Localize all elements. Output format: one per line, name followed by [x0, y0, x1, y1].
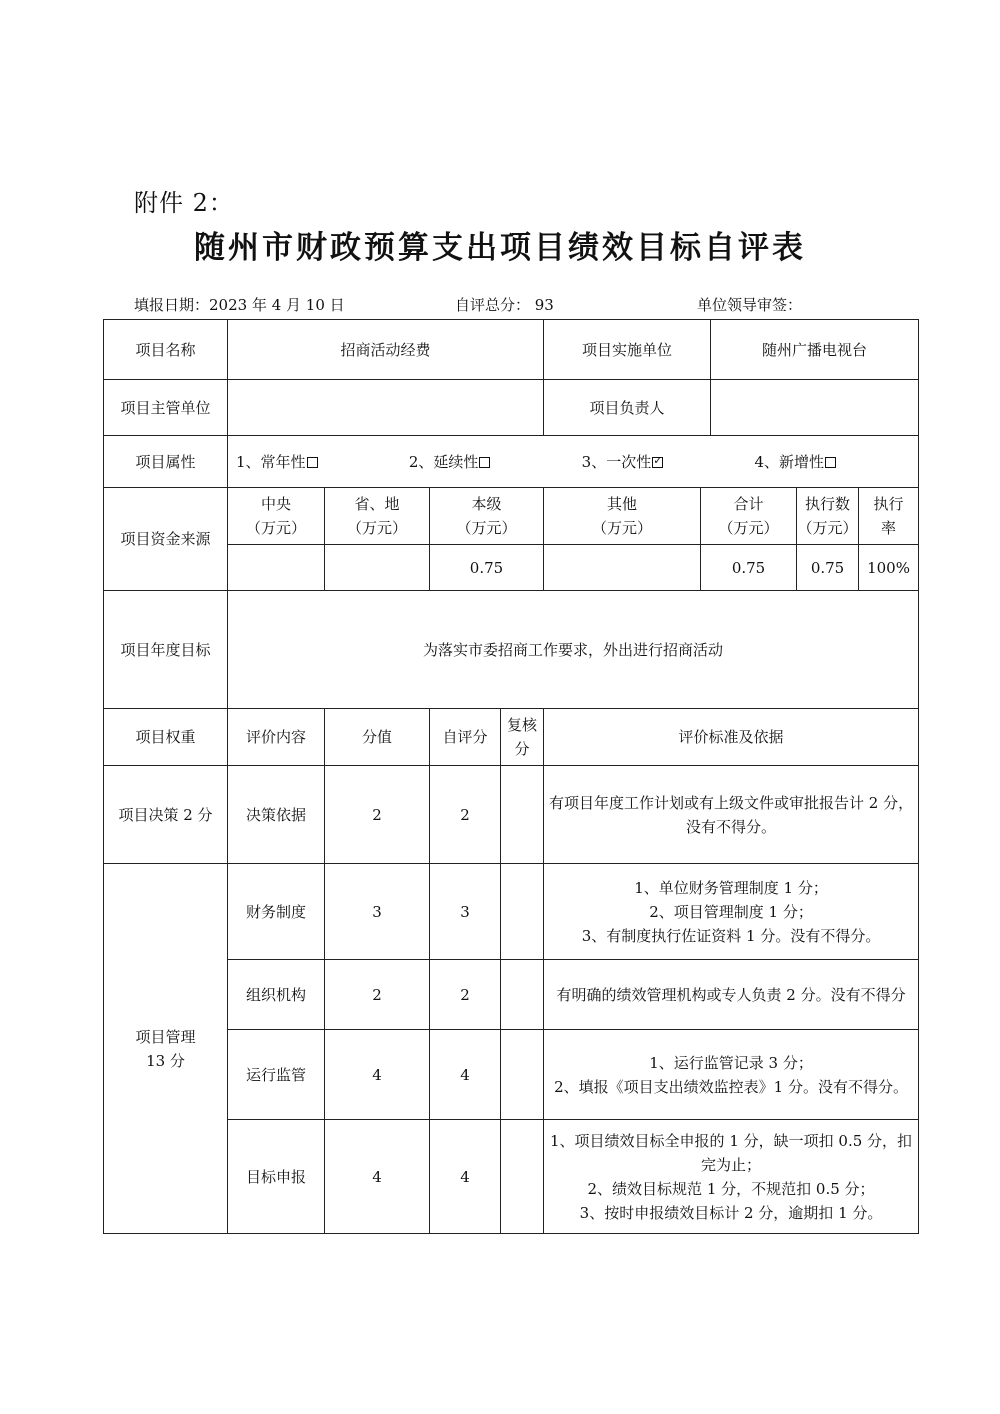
mgr-unit-value: [228, 380, 544, 436]
mgmt-review-monitor: [501, 1030, 544, 1120]
mgmt-review-target: [501, 1120, 544, 1234]
mgmt-criteria-org: 有明确的绩效管理机构或专人负责 2 分。没有不得分: [544, 960, 919, 1030]
fund-header-local: 本级 （万元）: [430, 488, 544, 545]
attr-option-new: 4、新增性: [754, 450, 836, 474]
header-content: 评价内容: [228, 709, 325, 766]
fund-value-total: 0.75: [701, 545, 797, 591]
self-score-total: 自评总分： 93: [455, 296, 554, 314]
row-mgmt-finance: [104, 864, 919, 960]
fund-value-local: 0.75: [430, 545, 544, 591]
form-title: 随州市财政预算支出项目绩效目标自评表: [194, 230, 806, 266]
mgmt-self-finance: 3: [430, 864, 501, 960]
mgmt-self-org: 2: [430, 960, 501, 1030]
fund-value-central: [228, 545, 325, 591]
attr-option-onetime: 3、一次性✓: [582, 450, 664, 474]
fund-value-rate: 100%: [859, 545, 919, 591]
mgmt-criteria-target: 1、项目绩效目标全申报的 1 分，缺一项扣 0.5 分，扣完为止； 2、绩效目标规范 1 分，不规范扣 0.5 分； 3、按时申报绩效目标计 2 分，逾期扣 1 分。: [544, 1120, 919, 1234]
row-project-name: [104, 320, 919, 380]
impl-unit-value: 随州广播电视台: [711, 320, 919, 380]
attachment-label: 附件 2：: [134, 189, 234, 217]
project-attr-options: [228, 436, 919, 488]
management-weight: 项目管理 13 分: [104, 864, 228, 1234]
evaluation-form-table: [103, 319, 919, 1234]
header-self-score: 自评分: [430, 709, 501, 766]
impl-unit-label: 项目实施单位: [544, 320, 711, 380]
header-score: 分值: [325, 709, 430, 766]
attr-regular-checkbox: [307, 457, 318, 468]
attr-continuing-checkbox: [479, 457, 490, 468]
mgmt-review-finance: [501, 864, 544, 960]
project-attr-label: 项目属性: [104, 436, 228, 488]
decision-criteria: 有项目年度工作计划或有上级文件或审批报告计 2 分，没有不得分。: [544, 766, 919, 864]
fund-value-executed: 0.75: [797, 545, 859, 591]
fund-header-province: 省、地 （万元）: [325, 488, 430, 545]
mgmt-score-monitor: 4: [325, 1030, 430, 1120]
fund-header-executed: 执行数 （万元）: [797, 488, 859, 545]
project-leader-label: 项目负责人: [544, 380, 711, 436]
fill-date: 填报日期：2023 年 4 月 10 日: [134, 296, 345, 314]
attr-new-checkbox: [825, 457, 836, 468]
fund-header-other: 其他 （万元）: [544, 488, 701, 545]
decision-weight: 项目决策 2 分: [104, 766, 228, 864]
attr-onetime-checkbox: [652, 457, 663, 468]
fund-header-rate: 执行 率: [859, 488, 919, 545]
mgmt-content-target: 目标申报: [228, 1120, 325, 1234]
decision-score: 2: [325, 766, 430, 864]
project-leader-value: [711, 380, 919, 436]
mgr-unit-label: 项目主管单位: [104, 380, 228, 436]
mgmt-content-finance: 财务制度: [228, 864, 325, 960]
fund-value-other: [544, 545, 701, 591]
row-project-attr: [104, 436, 919, 488]
row-annual-goal: [104, 591, 919, 709]
project-name-value: 招商活动经费: [228, 320, 544, 380]
decision-review-score: [501, 766, 544, 864]
project-name-label: 项目名称: [104, 320, 228, 380]
row-decision: [104, 766, 919, 864]
header-weight: 项目权重: [104, 709, 228, 766]
fund-source-label: 项目资金来源: [104, 488, 228, 591]
mgmt-criteria-finance: 1、单位财务管理制度 1 分； 2、项目管理制度 1 分； 3、有制度执行佐证资料 1 分。没有不得分。: [544, 864, 919, 960]
mgmt-review-org: [501, 960, 544, 1030]
mgmt-score-finance: 3: [325, 864, 430, 960]
annual-goal-value: 为落实市委招商工作要求，外出进行招商活动: [228, 591, 919, 709]
decision-self-score: 2: [430, 766, 501, 864]
fund-value-province: [325, 545, 430, 591]
row-eval-headers: [104, 709, 919, 766]
mgmt-criteria-monitor: 1、运行监管记录 3 分； 2、填报《项目支出绩效监控表》1 分。没有不得分。: [544, 1030, 919, 1120]
mgmt-self-monitor: 4: [430, 1030, 501, 1120]
mgmt-score-target: 4: [325, 1120, 430, 1234]
mgmt-score-org: 2: [325, 960, 430, 1030]
annual-goal-label: 项目年度目标: [104, 591, 228, 709]
fund-header-total: 合计 （万元）: [701, 488, 797, 545]
leader-signature-label: 单位领导审签：: [697, 296, 803, 314]
row-fund-headers: [104, 488, 919, 545]
fund-header-central: 中央 （万元）: [228, 488, 325, 545]
attr-option-continuing: 2、延续性: [409, 450, 491, 474]
header-criteria: 评价标准及依据: [544, 709, 919, 766]
mgmt-content-monitor: 运行监管: [228, 1030, 325, 1120]
mgmt-content-org: 组织机构: [228, 960, 325, 1030]
mgmt-self-target: 4: [430, 1120, 501, 1234]
row-manager-unit: [104, 380, 919, 436]
attr-option-regular: 1、常年性: [236, 450, 318, 474]
header-review-score: 复核分: [501, 709, 544, 766]
decision-content: 决策依据: [228, 766, 325, 864]
